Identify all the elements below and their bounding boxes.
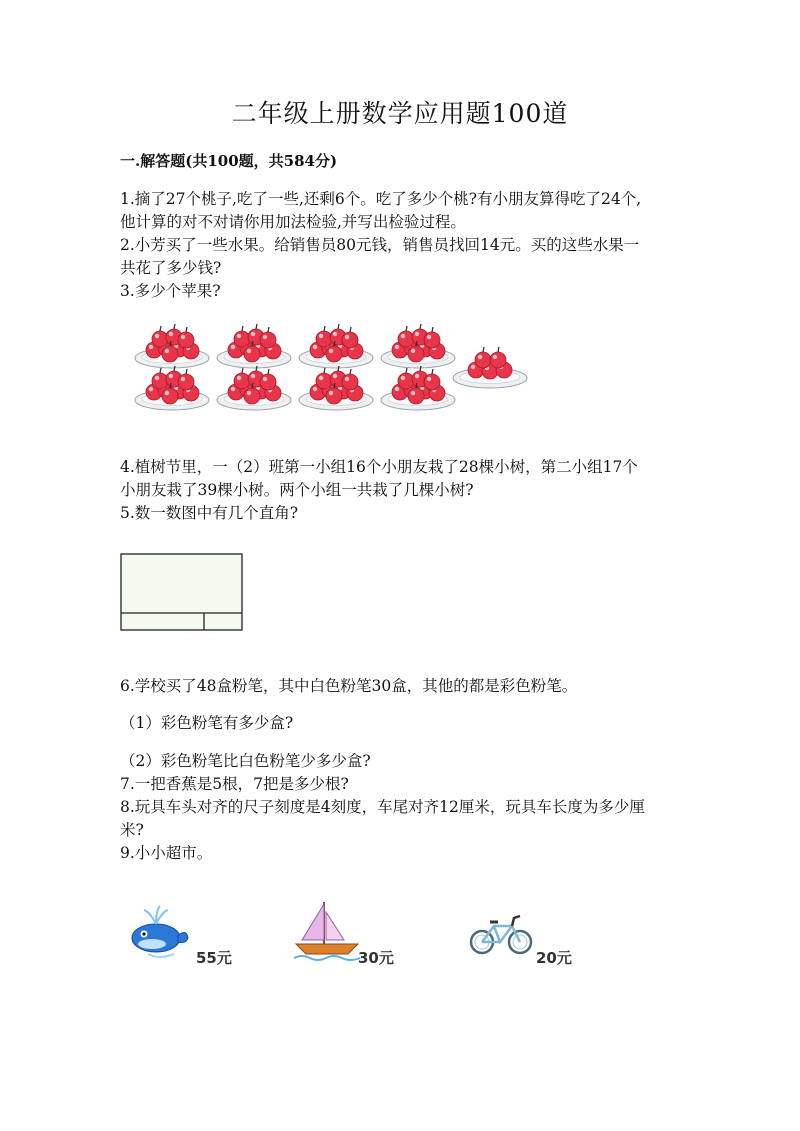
question-8-line-2: 米? [120, 821, 144, 839]
whale-toy-price: 55元 [196, 949, 232, 967]
question-1-line-2: 他计算的对不对请你用加法检验,并写出检验过程。 [120, 213, 466, 231]
whale-toy-icon [130, 902, 190, 962]
page-title: 二年级上册数学应用题100道 [231, 99, 569, 128]
apple-plate-5 [135, 366, 209, 410]
question-6-part-2: （2）彩色粉笔比白色粉笔少多少盒? [120, 752, 371, 770]
question-3: 3.多少个苹果? [120, 282, 221, 300]
sailboat-toy-price: 30元 [358, 949, 394, 967]
apple-plate-9 [453, 347, 527, 388]
apple-plate-3 [299, 324, 373, 368]
question-7: 7.一把香蕉是5根，7把是多少根? [120, 775, 349, 793]
question-6: 6.学校买了48盒粉笔，其中白色粉笔30盒，其他的都是彩色粉笔。 [120, 677, 578, 695]
question-6-part-1: （1）彩色粉笔有多少盒? [120, 714, 294, 732]
question-2-line-2: 共花了多少钱? [120, 259, 222, 277]
apple-plate-2 [217, 324, 291, 368]
apple-plate-4 [381, 324, 455, 368]
bicycle-toy-price: 20元 [536, 949, 572, 967]
apple-plates-figure [128, 318, 538, 418]
question-4-line-2: 小朋友栽了39棵小树。两个小组一共栽了几棵小树? [120, 481, 474, 499]
question-8 [120, 796, 700, 842]
bicycle-toy-icon [468, 910, 534, 958]
right-angle-rectangle-figure [120, 553, 244, 633]
apple-plate-7 [299, 366, 373, 410]
apple-plate-6 [217, 366, 291, 410]
question-9: 9.小小超市。 [120, 844, 213, 862]
question-1-line-1: 1.摘了27个桃子,吃了一些,还剩6个。吃了多少个桃?有小朋友算得吃了24个, [120, 190, 642, 208]
question-1 [120, 188, 700, 234]
question-8-line-1: 8.玩具车头对齐的尺子刻度是4刻度，车尾对齐12厘米，玩具车长度为多少厘 [120, 798, 645, 816]
apple-plate-1 [135, 324, 209, 368]
question-2-line-1: 2.小芳买了一些水果。给销售员80元钱，销售员找回14元。买的这些水果一 [120, 236, 640, 254]
apple-plate-8 [381, 366, 455, 410]
question-4 [120, 456, 700, 502]
question-4-line-1: 4.植树节里，一（2）班第一小组16个小朋友栽了28棵小树，第二小组17个 [120, 458, 638, 476]
section-heading: 一.解答题(共100题，共584分) [120, 152, 338, 170]
question-5: 5.数一数图中有几个直角? [120, 504, 299, 522]
question-2 [120, 234, 700, 280]
sailboat-toy-icon [292, 898, 362, 962]
